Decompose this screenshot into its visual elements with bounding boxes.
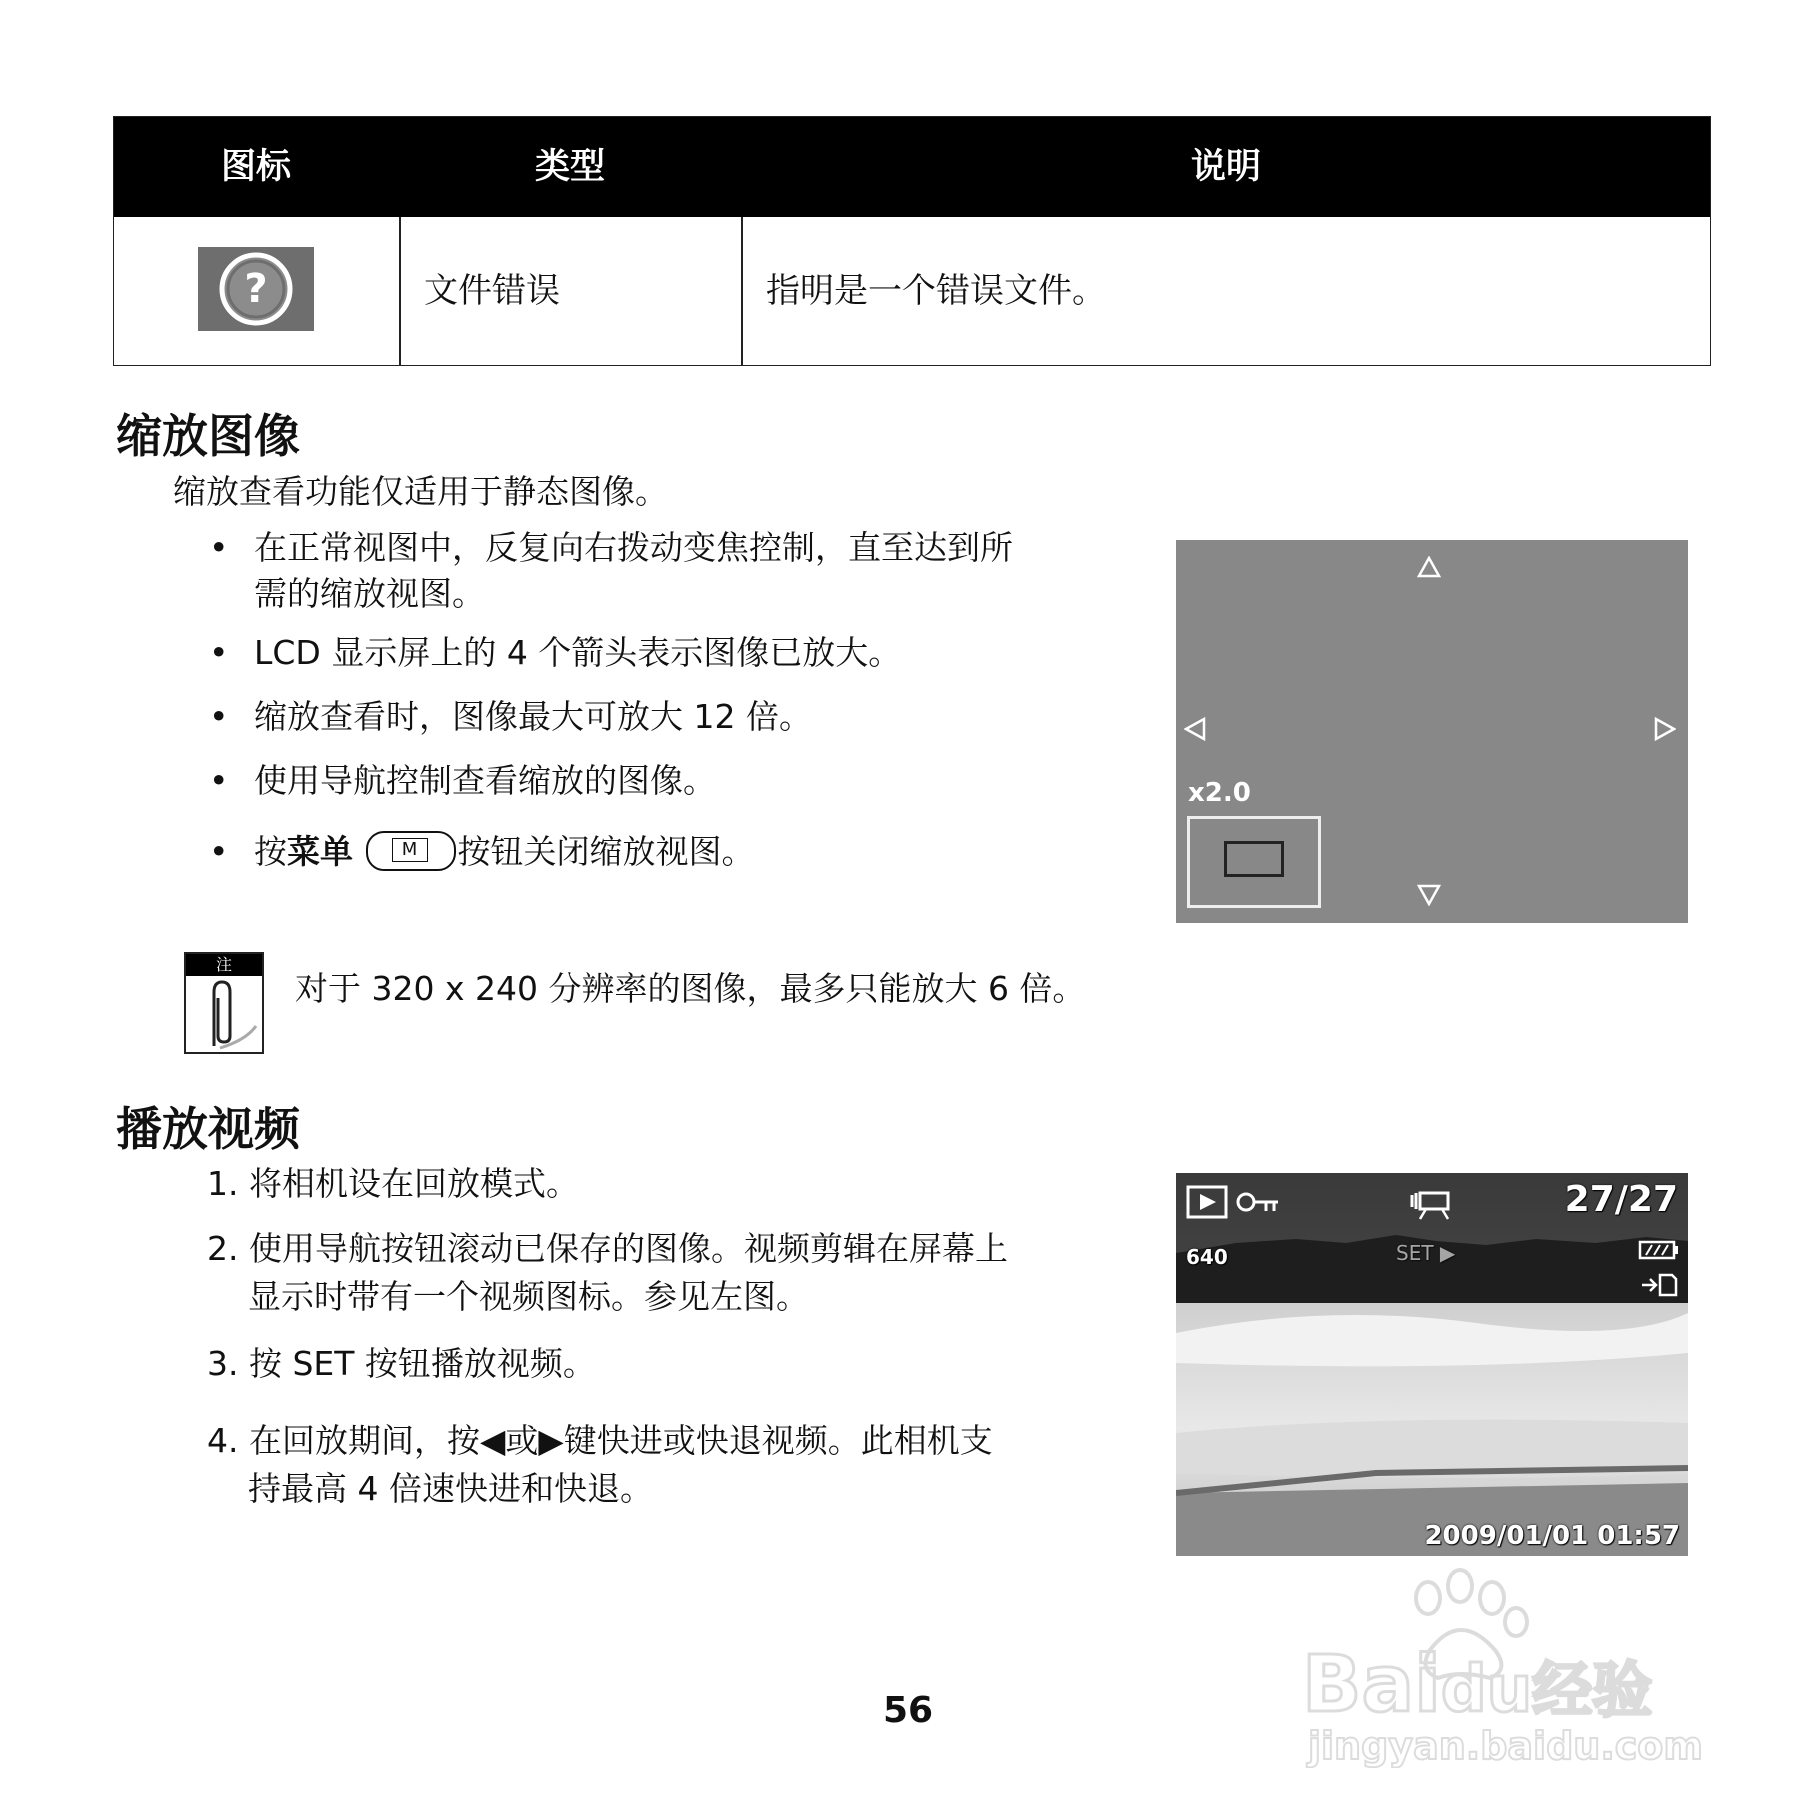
video-section-title: 播放视频 bbox=[116, 1102, 300, 1156]
memory-card-icon bbox=[1640, 1271, 1678, 1297]
question-mark-icon bbox=[198, 247, 314, 331]
arrow-up-icon bbox=[1417, 556, 1441, 578]
zoom-viewport-indicator bbox=[1224, 841, 1284, 877]
zoom-level-label: x2.0 bbox=[1188, 778, 1251, 808]
watermark-brand-a: Bai bbox=[1302, 1640, 1441, 1730]
bullet-line: 在正常视图中，反复向右拨动变焦控制，直至达到所 bbox=[254, 528, 1013, 567]
watermark-brand-cn: 经验 bbox=[1532, 1656, 1653, 1726]
baidu-watermark bbox=[1290, 1560, 1720, 1768]
image-counter: 27/27 bbox=[1564, 1179, 1678, 1220]
page-number: 56 bbox=[882, 1690, 934, 1731]
protect-key-icon bbox=[1236, 1189, 1280, 1215]
column-divider bbox=[741, 217, 743, 365]
watermark-brand-b: du bbox=[1440, 1653, 1533, 1727]
desert-photo bbox=[1176, 1173, 1688, 1556]
step-text: 或 bbox=[505, 1421, 539, 1460]
table-header bbox=[114, 117, 1710, 217]
step-line: 显示时带有一个视频图标。参见左图。 bbox=[248, 1277, 809, 1316]
list-item bbox=[207, 1340, 596, 1388]
arrow-left-icon bbox=[1184, 717, 1206, 741]
watermark-url: jingyan.baidu.com bbox=[1308, 1724, 1703, 1768]
bullet-line: 缩放查看时，图像最大可放大 12 倍。 bbox=[254, 697, 812, 736]
step-text: 键快进或快退视频。此相机支 bbox=[563, 1421, 993, 1460]
left-triangle-icon: ◀ bbox=[479, 1421, 506, 1460]
arrow-right-icon bbox=[1654, 717, 1676, 741]
paperclip-icon bbox=[186, 976, 262, 1052]
list-item: • 在正常视图中，反复向右拨动变焦控制，直至达到所 需的缩放视图。 bbox=[254, 525, 1013, 617]
menu-button-icon bbox=[366, 831, 456, 871]
battery-icon bbox=[1638, 1239, 1680, 1261]
list-item: • LCD 显示屏上的 4 个箭头表示图像已放大。 bbox=[254, 630, 901, 676]
set-hint-text: SET bbox=[1396, 1241, 1434, 1265]
icon-table bbox=[113, 116, 1711, 366]
step-line: 持最高 4 倍速快进和快退。 bbox=[248, 1469, 653, 1508]
step-line: 2. 使用导航按钮滚动已保存的图像。视频剪辑在屏幕上 bbox=[207, 1229, 1008, 1268]
list-item: • 按菜单 M 按钮关闭缩放视图。 bbox=[209, 832, 755, 871]
header-description: 说明 bbox=[1191, 147, 1262, 187]
cell-type: 文件错误 bbox=[424, 271, 560, 311]
zoom-section-title: 缩放图像 bbox=[116, 409, 300, 463]
header-type: 类型 bbox=[535, 147, 606, 187]
note-icon bbox=[184, 952, 264, 1054]
menu-button-glyph: M bbox=[392, 838, 428, 862]
video-datetime: 2009/01/01 01:57 bbox=[1424, 1521, 1680, 1551]
right-triangle-icon: ▶ bbox=[538, 1421, 564, 1460]
zoom-intro: 缩放查看功能仅适用于静态图像。 bbox=[173, 472, 668, 511]
bullet-line: LCD 显示屏上的 4 个箭头表示图像已放大。 bbox=[254, 633, 902, 672]
set-play-hint: SET ▶ bbox=[1396, 1241, 1456, 1265]
menu-label: 菜单 bbox=[287, 832, 353, 871]
watermark-brand bbox=[1302, 1640, 1652, 1730]
note-text: 对于 320 x 240 分辨率的图像，最多只能放大 6 倍。 bbox=[295, 969, 1086, 1008]
svg-text:?: ? bbox=[244, 266, 268, 312]
bullet-text: 按 bbox=[254, 832, 287, 871]
note-label: 注 bbox=[186, 954, 262, 976]
list-item bbox=[207, 1417, 993, 1513]
bullet-line: 需的缩放视图。 bbox=[254, 574, 485, 613]
list-item: • 缩放查看时，图像最大可放大 12 倍。 bbox=[254, 694, 812, 740]
column-divider bbox=[399, 217, 401, 365]
step-line: 3. 按 SET 按钮播放视频。 bbox=[207, 1344, 596, 1383]
zoom-navigator bbox=[1187, 816, 1321, 908]
list-item bbox=[207, 1225, 1008, 1321]
list-item bbox=[207, 1160, 579, 1208]
video-lcd-screen bbox=[1176, 1173, 1688, 1556]
cell-description: 指明是一个错误文件。 bbox=[766, 271, 1106, 311]
step-line: 1. 将相机设在回放模式。 bbox=[207, 1164, 579, 1203]
zoom-lcd-screen bbox=[1176, 540, 1688, 923]
header-icon: 图标 bbox=[221, 147, 292, 187]
arrow-down-icon bbox=[1417, 884, 1441, 906]
video-resolution: 640 bbox=[1186, 1245, 1228, 1269]
bullet-line: 使用导航控制查看缩放的图像。 bbox=[254, 761, 716, 800]
bullet-text: 按钮关闭缩放视图。 bbox=[457, 832, 755, 871]
list-item: • 使用导航控制查看缩放的图像。 bbox=[254, 758, 716, 804]
video-camera-icon bbox=[1408, 1187, 1454, 1221]
playback-mode-icon bbox=[1186, 1185, 1228, 1219]
step-text: 4. 在回放期间，按 bbox=[207, 1421, 480, 1460]
